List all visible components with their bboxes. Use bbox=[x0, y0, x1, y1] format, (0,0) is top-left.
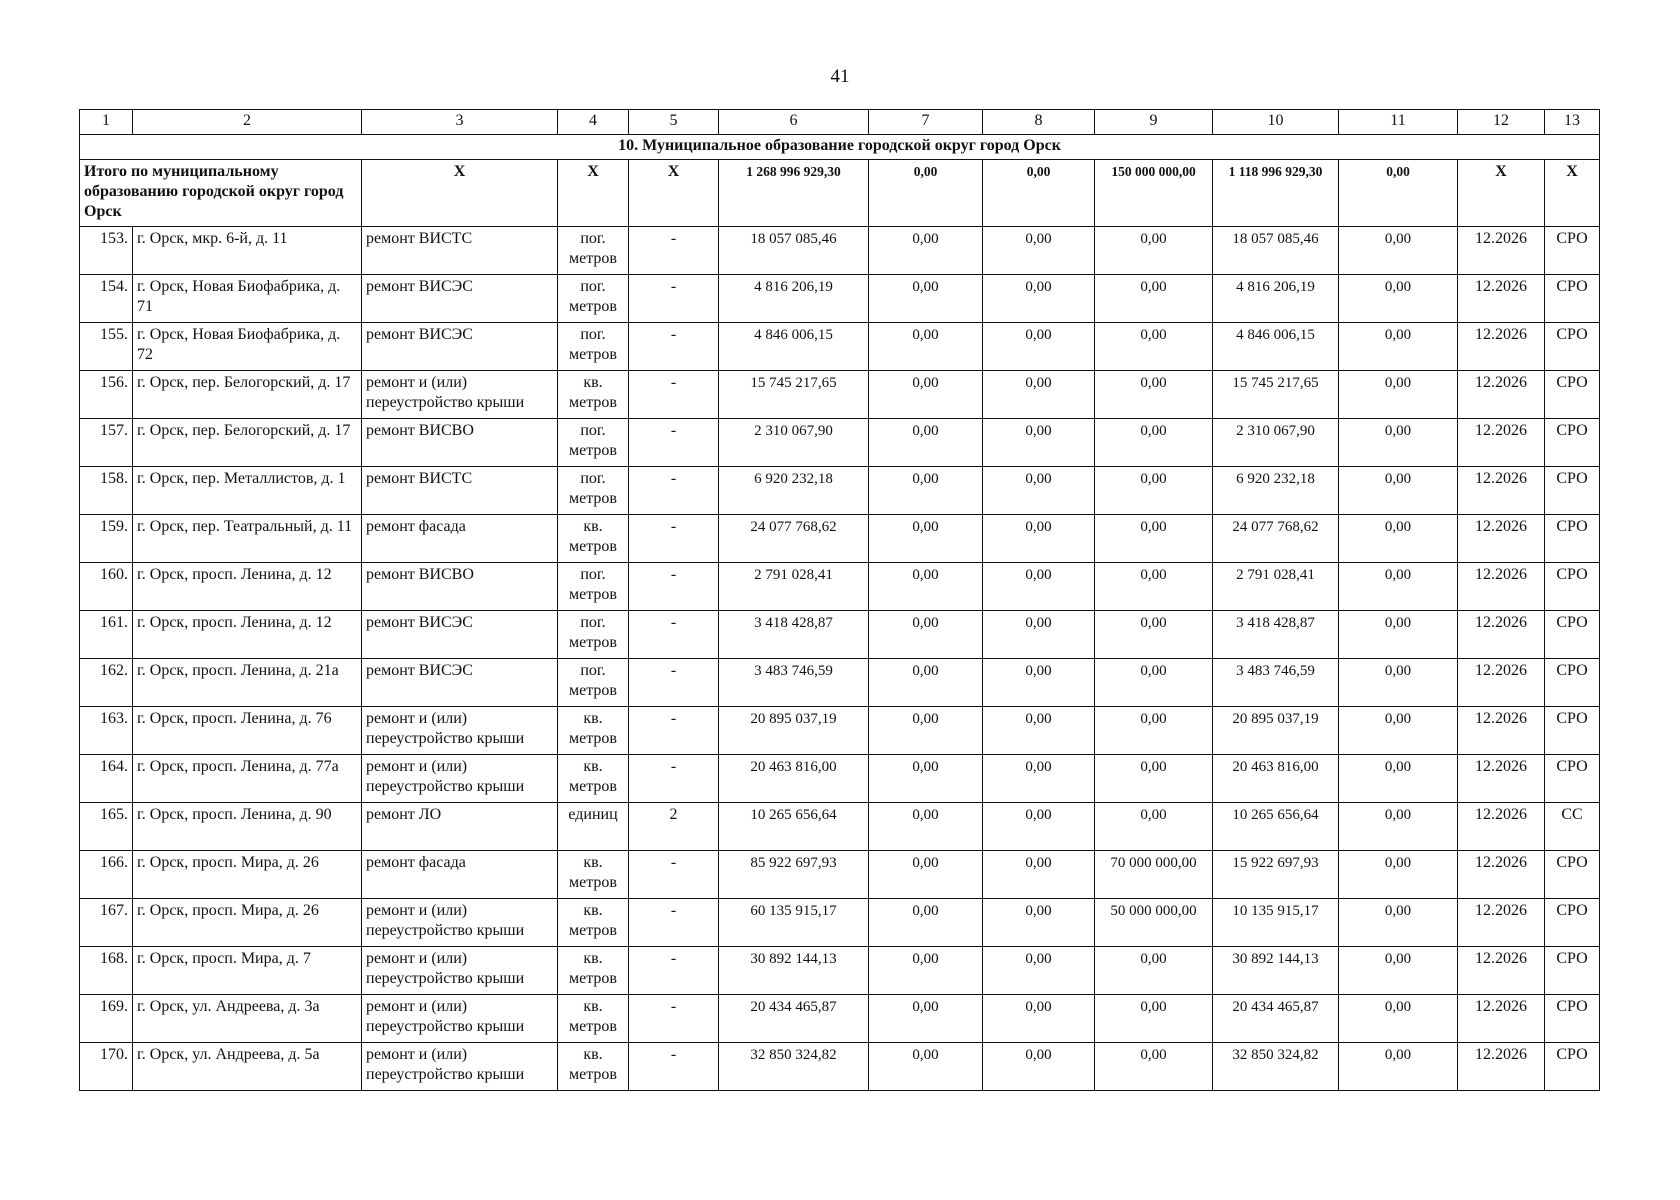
row-deadline: 12.2026 bbox=[1458, 467, 1545, 515]
row-number: 164. bbox=[80, 755, 133, 803]
row-col7-value: 0,00 bbox=[869, 851, 983, 899]
column-number: 13 bbox=[1545, 110, 1600, 135]
row-col7-value: 0,00 bbox=[869, 467, 983, 515]
row-work-type: ремонт ЛО bbox=[362, 803, 558, 851]
row-col10-value: 15 922 697,93 bbox=[1213, 851, 1339, 899]
row-quantity: - bbox=[629, 1043, 719, 1091]
total-cell: 150 000 000,00 bbox=[1095, 160, 1213, 227]
row-unit: пог. метров bbox=[558, 227, 629, 275]
row-work-type: ремонт фасада bbox=[362, 851, 558, 899]
row-address: г. Орск, мкр. 6-й, д. 11 bbox=[133, 227, 362, 275]
row-col8-value: 0,00 bbox=[983, 707, 1095, 755]
row-number: 162. bbox=[80, 659, 133, 707]
row-unit: пог. метров bbox=[558, 323, 629, 371]
row-address: г. Орск, пер. Театральный, д. 11 bbox=[133, 515, 362, 563]
row-col11-value: 0,00 bbox=[1339, 899, 1458, 947]
table-row bbox=[80, 323, 1600, 371]
row-total-cost: 32 850 324,82 bbox=[719, 1043, 869, 1091]
row-deadline: 12.2026 bbox=[1458, 803, 1545, 851]
row-funding-method: СРО bbox=[1545, 323, 1600, 371]
row-number: 170. bbox=[80, 1043, 133, 1091]
row-unit: кв. метров bbox=[558, 755, 629, 803]
row-col8-value: 0,00 bbox=[983, 419, 1095, 467]
row-address: г. Орск, просп. Мира, д. 26 bbox=[133, 851, 362, 899]
row-quantity: 2 bbox=[629, 803, 719, 851]
row-col11-value: 0,00 bbox=[1339, 707, 1458, 755]
row-col11-value: 0,00 bbox=[1339, 467, 1458, 515]
row-address: г. Орск, Новая Биофабрика, д. 72 bbox=[133, 323, 362, 371]
table-row bbox=[80, 611, 1600, 659]
row-col9-value: 0,00 bbox=[1095, 323, 1213, 371]
row-quantity: - bbox=[629, 755, 719, 803]
row-number: 157. bbox=[80, 419, 133, 467]
row-work-type: ремонт ВИСВО bbox=[362, 419, 558, 467]
row-unit: кв. метров bbox=[558, 1043, 629, 1091]
row-col7-value: 0,00 bbox=[869, 659, 983, 707]
row-col10-value: 30 892 144,13 bbox=[1213, 947, 1339, 995]
row-total-cost: 2 791 028,41 bbox=[719, 563, 869, 611]
row-quantity: - bbox=[629, 947, 719, 995]
row-col11-value: 0,00 bbox=[1339, 995, 1458, 1043]
row-work-type: ремонт и (или) переустройство крыши bbox=[362, 371, 558, 419]
row-address: г. Орск, просп. Ленина, д. 76 bbox=[133, 707, 362, 755]
row-quantity: - bbox=[629, 227, 719, 275]
row-deadline: 12.2026 bbox=[1458, 995, 1545, 1043]
row-address: г. Орск, Новая Биофабрика, д. 71 bbox=[133, 275, 362, 323]
row-address: г. Орск, просп. Ленина, д. 12 bbox=[133, 563, 362, 611]
row-col8-value: 0,00 bbox=[983, 899, 1095, 947]
row-deadline: 12.2026 bbox=[1458, 899, 1545, 947]
row-deadline: 12.2026 bbox=[1458, 755, 1545, 803]
row-col8-value: 0,00 bbox=[983, 755, 1095, 803]
row-col9-value: 0,00 bbox=[1095, 947, 1213, 995]
table-row bbox=[80, 275, 1600, 323]
row-total-cost: 30 892 144,13 bbox=[719, 947, 869, 995]
row-col10-value: 20 895 037,19 bbox=[1213, 707, 1339, 755]
table-row bbox=[80, 515, 1600, 563]
table-row bbox=[80, 899, 1600, 947]
row-col10-value: 3 483 746,59 bbox=[1213, 659, 1339, 707]
row-total-cost: 15 745 217,65 bbox=[719, 371, 869, 419]
row-quantity: - bbox=[629, 995, 719, 1043]
total-cell: X bbox=[629, 160, 719, 227]
row-funding-method: СРО bbox=[1545, 371, 1600, 419]
row-col10-value: 20 463 816,00 bbox=[1213, 755, 1339, 803]
row-funding-method: СРО bbox=[1545, 899, 1600, 947]
row-number: 155. bbox=[80, 323, 133, 371]
table-row bbox=[80, 707, 1600, 755]
row-col7-value: 0,00 bbox=[869, 371, 983, 419]
row-total-cost: 20 434 465,87 bbox=[719, 995, 869, 1043]
row-deadline: 12.2026 bbox=[1458, 1043, 1545, 1091]
row-col7-value: 0,00 bbox=[869, 419, 983, 467]
row-unit: кв. метров bbox=[558, 947, 629, 995]
row-work-type: ремонт ВИСЭС bbox=[362, 323, 558, 371]
row-unit: пог. метров bbox=[558, 563, 629, 611]
total-cell: X bbox=[558, 160, 629, 227]
row-col11-value: 0,00 bbox=[1339, 1043, 1458, 1091]
table-row bbox=[80, 947, 1600, 995]
column-number: 2 bbox=[133, 110, 362, 135]
row-col10-value: 10 135 915,17 bbox=[1213, 899, 1339, 947]
total-cell: 0,00 bbox=[869, 160, 983, 227]
row-col9-value: 0,00 bbox=[1095, 419, 1213, 467]
table-row bbox=[80, 803, 1600, 851]
row-unit: пог. метров bbox=[558, 419, 629, 467]
row-col9-value: 0,00 bbox=[1095, 707, 1213, 755]
row-number: 169. bbox=[80, 995, 133, 1043]
row-deadline: 12.2026 bbox=[1458, 371, 1545, 419]
row-number: 168. bbox=[80, 947, 133, 995]
row-col11-value: 0,00 bbox=[1339, 947, 1458, 995]
row-total-cost: 24 077 768,62 bbox=[719, 515, 869, 563]
row-col7-value: 0,00 bbox=[869, 323, 983, 371]
table-row bbox=[80, 467, 1600, 515]
row-funding-method: СРО bbox=[1545, 1043, 1600, 1091]
row-col9-value: 0,00 bbox=[1095, 1043, 1213, 1091]
row-number: 161. bbox=[80, 611, 133, 659]
row-col7-value: 0,00 bbox=[869, 803, 983, 851]
row-col11-value: 0,00 bbox=[1339, 803, 1458, 851]
row-funding-method: СС bbox=[1545, 803, 1600, 851]
table-row bbox=[80, 851, 1600, 899]
row-deadline: 12.2026 bbox=[1458, 947, 1545, 995]
row-col9-value: 0,00 bbox=[1095, 371, 1213, 419]
table-row bbox=[80, 659, 1600, 707]
row-quantity: - bbox=[629, 611, 719, 659]
row-funding-method: СРО bbox=[1545, 227, 1600, 275]
row-col9-value: 0,00 bbox=[1095, 467, 1213, 515]
row-total-cost: 60 135 915,17 bbox=[719, 899, 869, 947]
row-number: 165. bbox=[80, 803, 133, 851]
row-unit: пог. метров bbox=[558, 611, 629, 659]
row-address: г. Орск, ул. Андреева, д. 5а bbox=[133, 1043, 362, 1091]
row-col8-value: 0,00 bbox=[983, 371, 1095, 419]
row-unit: кв. метров bbox=[558, 899, 629, 947]
row-deadline: 12.2026 bbox=[1458, 515, 1545, 563]
row-col7-value: 0,00 bbox=[869, 515, 983, 563]
row-deadline: 12.2026 bbox=[1458, 707, 1545, 755]
row-number: 163. bbox=[80, 707, 133, 755]
row-total-cost: 6 920 232,18 bbox=[719, 467, 869, 515]
total-label: Итого по муниципальному образованию городской округ город Орск bbox=[80, 160, 362, 227]
row-col9-value: 0,00 bbox=[1095, 611, 1213, 659]
row-total-cost: 2 310 067,90 bbox=[719, 419, 869, 467]
row-total-cost: 10 265 656,64 bbox=[719, 803, 869, 851]
row-col9-value: 0,00 bbox=[1095, 515, 1213, 563]
row-col11-value: 0,00 bbox=[1339, 227, 1458, 275]
row-quantity: - bbox=[629, 515, 719, 563]
row-col7-value: 0,00 bbox=[869, 947, 983, 995]
row-work-type: ремонт ВИСЭС bbox=[362, 659, 558, 707]
row-col8-value: 0,00 bbox=[983, 563, 1095, 611]
row-number: 156. bbox=[80, 371, 133, 419]
row-quantity: - bbox=[629, 659, 719, 707]
row-col8-value: 0,00 bbox=[983, 947, 1095, 995]
row-address: г. Орск, пер. Белогорский, д. 17 bbox=[133, 371, 362, 419]
row-col7-value: 0,00 bbox=[869, 563, 983, 611]
row-total-cost: 85 922 697,93 bbox=[719, 851, 869, 899]
row-col8-value: 0,00 bbox=[983, 659, 1095, 707]
row-number: 167. bbox=[80, 899, 133, 947]
row-deadline: 12.2026 bbox=[1458, 611, 1545, 659]
row-col10-value: 15 745 217,65 bbox=[1213, 371, 1339, 419]
row-col10-value: 18 057 085,46 bbox=[1213, 227, 1339, 275]
row-funding-method: СРО bbox=[1545, 755, 1600, 803]
row-funding-method: СРО bbox=[1545, 275, 1600, 323]
row-quantity: - bbox=[629, 371, 719, 419]
row-funding-method: СРО bbox=[1545, 659, 1600, 707]
row-total-cost: 3 483 746,59 bbox=[719, 659, 869, 707]
row-col11-value: 0,00 bbox=[1339, 371, 1458, 419]
row-work-type: ремонт ВИСТС bbox=[362, 467, 558, 515]
total-cell: X bbox=[1545, 160, 1600, 227]
row-number: 159. bbox=[80, 515, 133, 563]
row-col7-value: 0,00 bbox=[869, 611, 983, 659]
row-col8-value: 0,00 bbox=[983, 995, 1095, 1043]
row-unit: пог. метров bbox=[558, 659, 629, 707]
row-col10-value: 4 846 006,15 bbox=[1213, 323, 1339, 371]
row-col9-value: 0,00 bbox=[1095, 563, 1213, 611]
row-work-type: ремонт и (или) переустройство крыши bbox=[362, 755, 558, 803]
row-unit: кв. метров bbox=[558, 707, 629, 755]
row-col9-value: 50 000 000,00 bbox=[1095, 899, 1213, 947]
total-cell: 1 268 996 929,30 bbox=[719, 160, 869, 227]
row-deadline: 12.2026 bbox=[1458, 275, 1545, 323]
section-title: 10. Муниципальное образование городской округ город Орск bbox=[80, 135, 1600, 160]
row-work-type: ремонт фасада bbox=[362, 515, 558, 563]
column-number: 1 bbox=[80, 110, 133, 135]
row-col9-value: 0,00 bbox=[1095, 659, 1213, 707]
total-cell: 0,00 bbox=[983, 160, 1095, 227]
row-col8-value: 0,00 bbox=[983, 1043, 1095, 1091]
row-col8-value: 0,00 bbox=[983, 275, 1095, 323]
column-number: 7 bbox=[869, 110, 983, 135]
row-work-type: ремонт ВИСТС bbox=[362, 227, 558, 275]
row-funding-method: СРО bbox=[1545, 515, 1600, 563]
row-col7-value: 0,00 bbox=[869, 995, 983, 1043]
row-unit: кв. метров bbox=[558, 851, 629, 899]
row-col9-value: 0,00 bbox=[1095, 227, 1213, 275]
section-header-row bbox=[80, 135, 1600, 160]
row-deadline: 12.2026 bbox=[1458, 563, 1545, 611]
table-row bbox=[80, 227, 1600, 275]
row-number: 158. bbox=[80, 467, 133, 515]
row-total-cost: 20 463 816,00 bbox=[719, 755, 869, 803]
row-funding-method: СРО bbox=[1545, 563, 1600, 611]
row-col10-value: 2 791 028,41 bbox=[1213, 563, 1339, 611]
row-col11-value: 0,00 bbox=[1339, 851, 1458, 899]
column-number: 5 bbox=[629, 110, 719, 135]
row-col9-value: 0,00 bbox=[1095, 995, 1213, 1043]
row-col7-value: 0,00 bbox=[869, 275, 983, 323]
row-total-cost: 4 846 006,15 bbox=[719, 323, 869, 371]
row-quantity: - bbox=[629, 275, 719, 323]
row-col10-value: 20 434 465,87 bbox=[1213, 995, 1339, 1043]
row-deadline: 12.2026 bbox=[1458, 851, 1545, 899]
row-address: г. Орск, пер. Белогорский, д. 17 bbox=[133, 419, 362, 467]
row-col11-value: 0,00 bbox=[1339, 419, 1458, 467]
column-number: 3 bbox=[362, 110, 558, 135]
row-col8-value: 0,00 bbox=[983, 803, 1095, 851]
row-col9-value: 0,00 bbox=[1095, 755, 1213, 803]
row-address: г. Орск, просп. Ленина, д. 90 bbox=[133, 803, 362, 851]
row-address: г. Орск, пер. Металлистов, д. 1 bbox=[133, 467, 362, 515]
column-number: 6 bbox=[719, 110, 869, 135]
column-number: 10 bbox=[1213, 110, 1339, 135]
row-work-type: ремонт и (или) переустройство крыши bbox=[362, 899, 558, 947]
row-number: 160. bbox=[80, 563, 133, 611]
row-col10-value: 24 077 768,62 bbox=[1213, 515, 1339, 563]
row-unit: единиц bbox=[558, 803, 629, 851]
capital-repair-table bbox=[79, 109, 1600, 1091]
row-col11-value: 0,00 bbox=[1339, 659, 1458, 707]
row-work-type: ремонт ВИСЭС bbox=[362, 275, 558, 323]
total-cell: 0,00 bbox=[1339, 160, 1458, 227]
table-row bbox=[80, 755, 1600, 803]
row-col8-value: 0,00 bbox=[983, 611, 1095, 659]
row-unit: кв. метров bbox=[558, 371, 629, 419]
row-work-type: ремонт ВИСВО bbox=[362, 563, 558, 611]
row-col7-value: 0,00 bbox=[869, 1043, 983, 1091]
row-funding-method: СРО bbox=[1545, 611, 1600, 659]
row-address: г. Орск, просп. Ленина, д. 21а bbox=[133, 659, 362, 707]
row-quantity: - bbox=[629, 707, 719, 755]
row-col7-value: 0,00 bbox=[869, 899, 983, 947]
row-quantity: - bbox=[629, 851, 719, 899]
column-number: 9 bbox=[1095, 110, 1213, 135]
table-row bbox=[80, 1043, 1600, 1091]
total-cell: X bbox=[362, 160, 558, 227]
row-col8-value: 0,00 bbox=[983, 851, 1095, 899]
row-address: г. Орск, просп. Мира, д. 7 bbox=[133, 947, 362, 995]
row-work-type: ремонт и (или) переустройство крыши bbox=[362, 995, 558, 1043]
row-col8-value: 0,00 bbox=[983, 323, 1095, 371]
row-col9-value: 0,00 bbox=[1095, 803, 1213, 851]
row-col11-value: 0,00 bbox=[1339, 611, 1458, 659]
row-quantity: - bbox=[629, 419, 719, 467]
row-work-type: ремонт и (или) переустройство крыши bbox=[362, 947, 558, 995]
row-deadline: 12.2026 bbox=[1458, 419, 1545, 467]
total-cell: X bbox=[1458, 160, 1545, 227]
row-number: 153. bbox=[80, 227, 133, 275]
row-address: г. Орск, просп. Ленина, д. 12 bbox=[133, 611, 362, 659]
column-number: 11 bbox=[1339, 110, 1458, 135]
row-work-type: ремонт ВИСЭС bbox=[362, 611, 558, 659]
row-total-cost: 3 418 428,87 bbox=[719, 611, 869, 659]
row-address: г. Орск, просп. Ленина, д. 77а bbox=[133, 755, 362, 803]
row-unit: кв. метров bbox=[558, 995, 629, 1043]
row-col11-value: 0,00 bbox=[1339, 323, 1458, 371]
row-col8-value: 0,00 bbox=[983, 515, 1095, 563]
column-number: 4 bbox=[558, 110, 629, 135]
column-number-row bbox=[80, 110, 1600, 135]
row-unit: кв. метров bbox=[558, 515, 629, 563]
row-quantity: - bbox=[629, 323, 719, 371]
row-deadline: 12.2026 bbox=[1458, 659, 1545, 707]
row-unit: пог. метров bbox=[558, 275, 629, 323]
row-col9-value: 0,00 bbox=[1095, 275, 1213, 323]
table-row bbox=[80, 371, 1600, 419]
row-address: г. Орск, ул. Андреева, д. 3а bbox=[133, 995, 362, 1043]
page-number: 41 bbox=[830, 66, 850, 87]
row-work-type: ремонт и (или) переустройство крыши bbox=[362, 1043, 558, 1091]
row-number: 166. bbox=[80, 851, 133, 899]
row-quantity: - bbox=[629, 899, 719, 947]
row-total-cost: 18 057 085,46 bbox=[719, 227, 869, 275]
table-row bbox=[80, 419, 1600, 467]
row-col11-value: 0,00 bbox=[1339, 755, 1458, 803]
row-col10-value: 3 418 428,87 bbox=[1213, 611, 1339, 659]
row-address: г. Орск, просп. Мира, д. 26 bbox=[133, 899, 362, 947]
row-funding-method: СРО bbox=[1545, 851, 1600, 899]
row-col10-value: 4 816 206,19 bbox=[1213, 275, 1339, 323]
row-col10-value: 32 850 324,82 bbox=[1213, 1043, 1339, 1091]
row-number: 154. bbox=[80, 275, 133, 323]
row-total-cost: 20 895 037,19 bbox=[719, 707, 869, 755]
row-col11-value: 0,00 bbox=[1339, 275, 1458, 323]
row-funding-method: СРО bbox=[1545, 995, 1600, 1043]
row-total-cost: 4 816 206,19 bbox=[719, 275, 869, 323]
row-deadline: 12.2026 bbox=[1458, 227, 1545, 275]
column-number: 12 bbox=[1458, 110, 1545, 135]
row-col7-value: 0,00 bbox=[869, 227, 983, 275]
row-col10-value: 6 920 232,18 bbox=[1213, 467, 1339, 515]
row-funding-method: СРО bbox=[1545, 947, 1600, 995]
row-col7-value: 0,00 bbox=[869, 707, 983, 755]
column-number: 8 bbox=[983, 110, 1095, 135]
row-funding-method: СРО bbox=[1545, 419, 1600, 467]
row-funding-method: СРО bbox=[1545, 467, 1600, 515]
row-col10-value: 2 310 067,90 bbox=[1213, 419, 1339, 467]
row-quantity: - bbox=[629, 563, 719, 611]
row-funding-method: СРО bbox=[1545, 707, 1600, 755]
total-row bbox=[80, 160, 1600, 227]
row-deadline: 12.2026 bbox=[1458, 323, 1545, 371]
row-col8-value: 0,00 bbox=[983, 227, 1095, 275]
row-col11-value: 0,00 bbox=[1339, 515, 1458, 563]
row-col9-value: 70 000 000,00 bbox=[1095, 851, 1213, 899]
row-col7-value: 0,00 bbox=[869, 755, 983, 803]
total-cell: 1 118 996 929,30 bbox=[1213, 160, 1339, 227]
row-col8-value: 0,00 bbox=[983, 467, 1095, 515]
row-col11-value: 0,00 bbox=[1339, 563, 1458, 611]
row-quantity: - bbox=[629, 467, 719, 515]
row-work-type: ремонт и (или) переустройство крыши bbox=[362, 707, 558, 755]
row-col10-value: 10 265 656,64 bbox=[1213, 803, 1339, 851]
table-row bbox=[80, 563, 1600, 611]
row-unit: пог. метров bbox=[558, 467, 629, 515]
table-row bbox=[80, 995, 1600, 1043]
